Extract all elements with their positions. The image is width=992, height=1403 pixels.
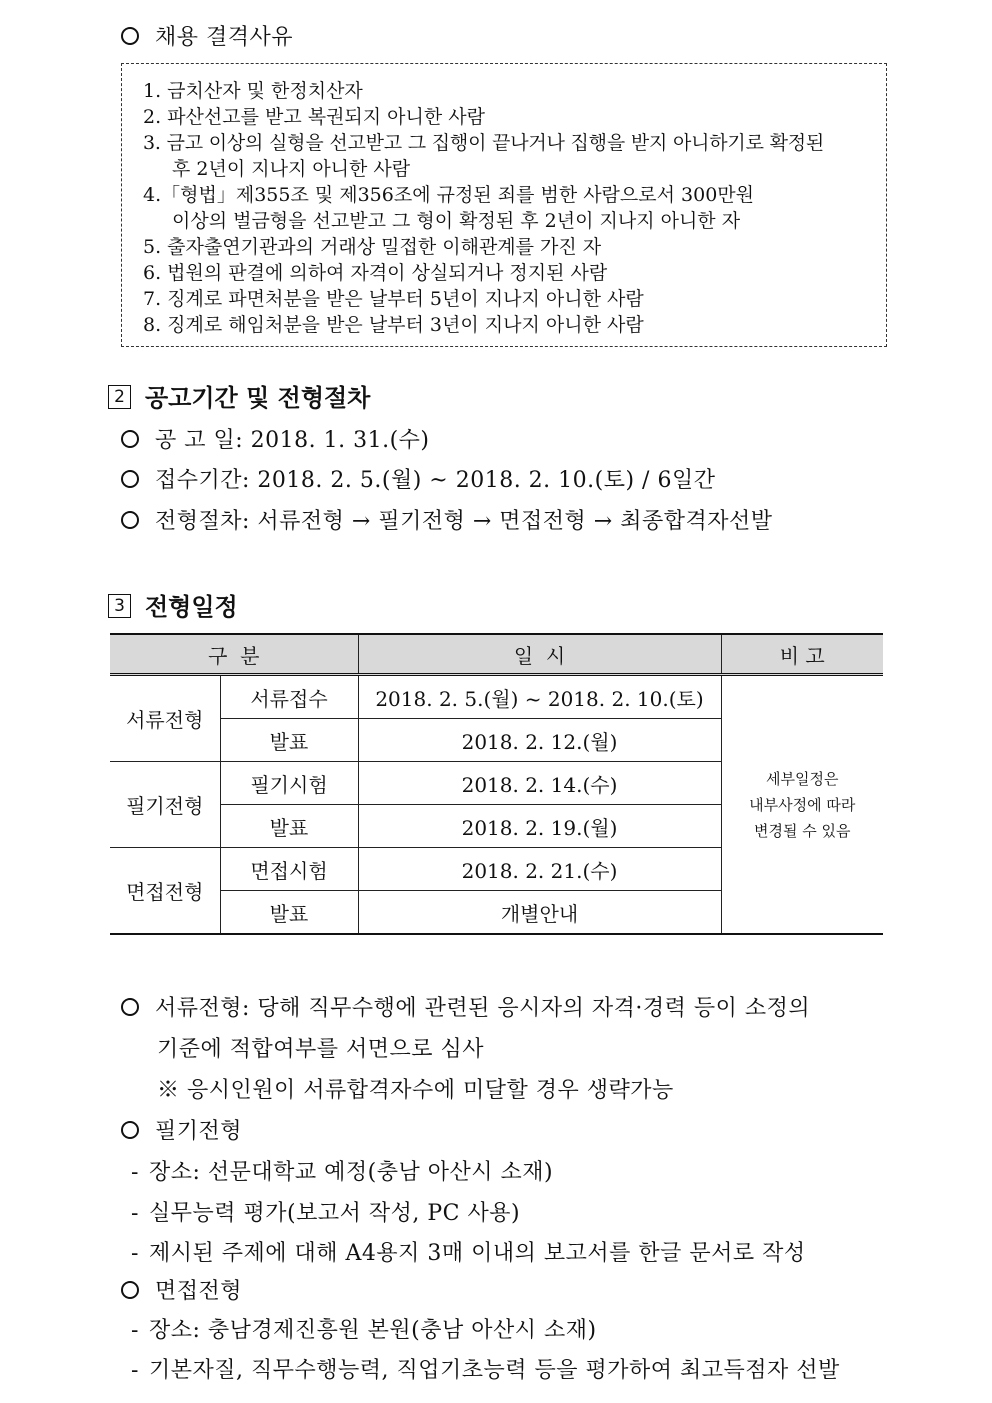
- step-name: 필기시험: [220, 762, 358, 805]
- schedule-table: [110, 633, 883, 935]
- circle-bullet-icon: [121, 27, 139, 45]
- disqualify-item-2: 2. 파산선고를 받고 복권되지 아니한 사람: [143, 106, 485, 128]
- step-name: 서류접수: [220, 675, 358, 719]
- disqualify-item-4-cont: 이상의 벌금형을 선고받고 그 형이 확정된 후 2년이 지나지 아니한 자: [172, 210, 741, 232]
- disqualify-item-5: 5. 출자출연기관과의 거래상 밀접한 이해관계를 가진 자: [143, 236, 602, 258]
- section2-number: 2: [108, 385, 131, 409]
- disqualify-item-4: 4.「형법」제355조 및 제356조에 규정된 죄를 범한 사람으로서 300만원: [143, 184, 754, 206]
- disqualify-item-7: 7. 징계로 파면처분을 받은 날부터 5년이 지나지 아니한 사람: [143, 288, 644, 310]
- section2-line-1: 공 고 일: 2018. 1. 31.(수): [121, 423, 430, 454]
- doc-screening-note: ※ 응시인원이 서류합격자수에 미달할 경우 생략가능: [157, 1078, 674, 1103]
- table-header-row: [110, 634, 883, 675]
- step-date: 개별안내: [358, 891, 721, 935]
- header-remark: 비 고: [721, 634, 883, 675]
- group-name: 서류전형: [110, 675, 220, 762]
- section2-line-3: 전형절차: 서류전형 → 필기전형 → 면접전형 → 최종합격자선발: [121, 504, 772, 535]
- step-date: 2018. 2. 14.(수): [358, 762, 721, 805]
- remark-cell: 세부일정은 내부사정에 따라 변경될 수 있음: [721, 675, 883, 935]
- doc-screening-line-1: 서류전형: 당해 직무수행에 관련된 응시자의 자격·경력 등이 소정의: [121, 991, 810, 1022]
- disqualify-heading: 채용 결격사유: [121, 20, 293, 51]
- disqualify-item-1: 1. 금치산자 및 한정치산자: [143, 80, 363, 102]
- circle-bullet-icon: [121, 470, 139, 488]
- written-exam-item-3: - 제시된 주제에 대해 A4용지 3매 이내의 보고서를 한글 문서로 작성: [131, 1241, 806, 1266]
- doc-screening-line-2: 기준에 적합여부를 서면으로 심사: [157, 1037, 485, 1062]
- step-date: 2018. 2. 5.(월) ~ 2018. 2. 10.(토): [358, 675, 721, 719]
- written-exam-item-2: - 실무능력 평가(보고서 작성, PC 사용): [131, 1201, 521, 1226]
- section2-line-2: 접수기간: 2018. 2. 5.(월) ~ 2018. 2. 10.(토) / 6일간: [121, 463, 715, 494]
- circle-bullet-icon: [121, 430, 139, 448]
- interview-item-2: - 기본자질, 직무수행능력, 직업기초능력 등을 평가하여 최고득점자 선발: [131, 1358, 840, 1383]
- step-name: 발표: [220, 891, 358, 935]
- interview-item-1: - 장소: 충남경제진흥원 본원(충남 아산시 소재): [131, 1318, 597, 1343]
- group-name: 면접전형: [110, 848, 220, 935]
- table-row: [110, 675, 883, 719]
- header-date: 일 시: [358, 634, 721, 675]
- step-name: 발표: [220, 719, 358, 762]
- disqualify-item-8: 8. 징계로 해임처분을 받은 날부터 3년이 지나지 아니한 사람: [143, 314, 644, 336]
- disqualify-item-3-cont: 후 2년이 지나지 아니한 사람: [172, 158, 411, 180]
- step-date: 2018. 2. 21.(수): [358, 848, 721, 891]
- written-exam-item-1: - 장소: 선문대학교 예정(충남 아산시 소재): [131, 1160, 554, 1185]
- section3-heading: [108, 587, 238, 622]
- circle-bullet-icon: [121, 1281, 139, 1299]
- step-date: 2018. 2. 12.(월): [358, 719, 721, 762]
- written-exam-heading: 필기전형: [121, 1114, 242, 1145]
- circle-bullet-icon: [121, 511, 139, 529]
- disqualify-box: [121, 63, 887, 347]
- step-name: 발표: [220, 805, 358, 848]
- interview-heading: 면접전형: [121, 1274, 242, 1305]
- section3-number: 3: [108, 594, 131, 618]
- step-name: 면접시험: [220, 848, 358, 891]
- circle-bullet-icon: [121, 1121, 139, 1139]
- section3-title: 전형일정: [145, 593, 238, 621]
- group-name: 필기전형: [110, 762, 220, 848]
- section2-title: 공고기간 및 전형절차: [145, 384, 371, 412]
- disqualify-item-3: 3. 금고 이상의 실형을 선고받고 그 집행이 끝나거나 집행을 받지 아니하기로 확정된: [143, 132, 825, 154]
- section2-heading: [108, 378, 370, 413]
- circle-bullet-icon: [121, 998, 139, 1016]
- step-date: 2018. 2. 19.(월): [358, 805, 721, 848]
- header-category: 구 분: [110, 634, 358, 675]
- disqualify-item-6: 6. 법원의 판결에 의하여 자격이 상실되거나 정지된 사람: [143, 262, 608, 284]
